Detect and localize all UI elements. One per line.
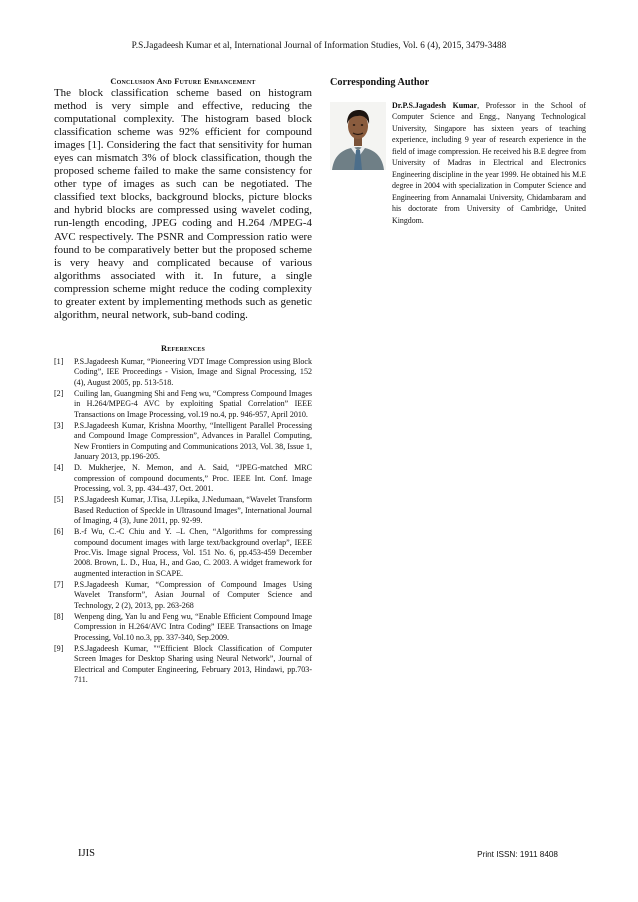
right-column — [330, 77, 586, 226]
reference-number: [8] — [54, 612, 64, 622]
reference-text: Cuiling lan, Guangming Shi and Feng wu, “Compress Compound Images in H.264/MPEG-4 AVC by exploiting Spatial Correlation” IEEE Transactions on Image Processing, vol.19 no.4, pp. 946-957, April 2010. — [74, 388, 312, 419]
reference-text: P.S.Jagadeesh Kumar, "“Efficient Block Classification of Computer Screen Images for Desktop Sharing using Neural Network”, Journal of Electrical and Computer Engineering, February 2013, Hindawi, pp.703-711. — [74, 644, 312, 685]
reference-item — [54, 612, 312, 643]
reference-number: [2] — [54, 388, 64, 398]
reference-item — [54, 644, 312, 685]
reference-item — [54, 495, 312, 526]
reference-text: P.S.Jagadeesh Kumar, J.Tisa, J.Lepika, J.Nedumaan, “Wavelet Transform Based Reduction of Speckle in Ultrasound Images”, International Journal of Imaging, 4 (3), June 2011, pp. 92-99. — [74, 495, 312, 525]
reference-number: [5] — [54, 495, 64, 505]
reference-item — [54, 357, 312, 388]
reference-number: [4] — [54, 463, 64, 473]
reference-text: P.S.Jagadeesh Kumar, “Pioneering VDT Image Compression using Block Coding”, IEE Proceedings - Vision, Image and Signal Processing, 152 (4), August 2005, pp. 513-518. — [74, 356, 312, 387]
footer-issn: Print ISSN: 1911 8408 — [477, 850, 558, 859]
reference-number: [9] — [54, 644, 64, 654]
conclusion-heading: Conclusion And Future Enhancement — [110, 77, 256, 86]
reference-text: D. Mukherjee, N. Memon, and A. Said, “JPEG-matched MRC compression of compound documents,” Proc. IEEE Int. Conf. Image Processing, vol. 3, pp. 434–437, Oct. 2001. — [74, 463, 312, 493]
footer-journal: IJIS — [78, 848, 95, 859]
reference-text: B.-f Wu, C.-C Chiu and Y. –L Chen, “Algorithms for compressing compound document images with large text/background overlap”, IEEE Proc.Vis. Image signal Process, Vol. 151 No. 6, pp.453-459 December 2008. Brown, L. D., Hua, H., and Gao, C. 2003. A widget framework for augmented interaction in SCAPE. — [74, 527, 312, 578]
author-block — [330, 100, 586, 226]
author-name: Dr.P.S.Jagadesh Kumar — [392, 101, 478, 110]
references-heading: References — [160, 343, 206, 353]
reference-item — [54, 580, 312, 611]
reference-item — [54, 389, 312, 420]
author-portrait-image — [330, 102, 386, 170]
reference-number: [3] — [54, 420, 64, 430]
author-photo — [330, 102, 386, 170]
corresponding-author-heading: Corresponding Author — [330, 77, 430, 88]
reference-text: Wenpeng ding, Yan lu and Feng wu, “Enable Efficient Compound Image Compression in H.264/AVC Intra Coding” IEEE Transactions on Image Processing, Vol.10 no.3, pp. 337-340, Sep.2009. — [74, 612, 312, 642]
reference-number: [1] — [54, 356, 64, 366]
author-bio — [392, 100, 586, 226]
references-list — [54, 357, 312, 686]
running-header: P.S.Jagadeesh Kumar et al, International Journal of Information Studies, Vol. 6 (4), 2015, 3479-3488 — [131, 40, 507, 50]
reference-item — [54, 527, 312, 579]
conclusion-paragraph: The block classification scheme based on histogram method is very simple and effective, reducing the computational complexity. The histogram based block classification scheme was 92% efficient for compound images [1]. Considering the fact that sensitivity for human eyes can mismatch 3% of block classification, though the proposed scheme failed to make the same consistency for other type of images as such can be negotiated. The classified text blocks, background blocks, picture blocks and hybrid blocks are compressed using wavelet coding, run-length encoding, JPEG coding and H.264 /MPEG-4 AVC respectively. The PSNR and Compression ratio were found to be comparatively better but the proposed scheme is very heavy and complicated because of various algorithms associated with it. In future, a single compression scheme might reduce the coding complexity to greater extent by implementing methods such as genetic algorithm, neural network, sub-band coding. — [54, 87, 312, 321]
author-bio-text: , Professor in the School of Computer Science and Engg., Nanyang Technological University, Singapore has sixteen years of teaching experience, including 9 year of research experience in the field of image compression. He received his B.E degree from University of Madras in Electrical and Electronics Engineering discipline in the year 1999. He obtained his M.E degree in 2004 with specialization in Computer Science and Engineering from Annamalai University, Chidambaram and his doctorate from University of Cambridge, United Kingdom. — [392, 101, 586, 225]
reference-number: [6] — [54, 527, 64, 537]
reference-item — [54, 421, 312, 462]
reference-number: [7] — [54, 580, 64, 590]
reference-item — [54, 463, 312, 494]
reference-text: P.S.Jagadeesh Kumar, Krishna Moorthy, “Intelligent Parallel Processing and Compound Image Compression”, Advances in Parallel Computing, New Frontiers in Computing and Communications 2013, Vol. 38, Issue 1, January 2013, pp.196-205. — [74, 420, 312, 461]
reference-text: P.S.Jagadeesh Kumar, “Compression of Compound Images Using Wavelet Transform”, Asian Journal of Computer Science and Technology, 2 (2), 2013, pp. 263-268 — [74, 580, 312, 610]
left-column — [54, 77, 312, 687]
